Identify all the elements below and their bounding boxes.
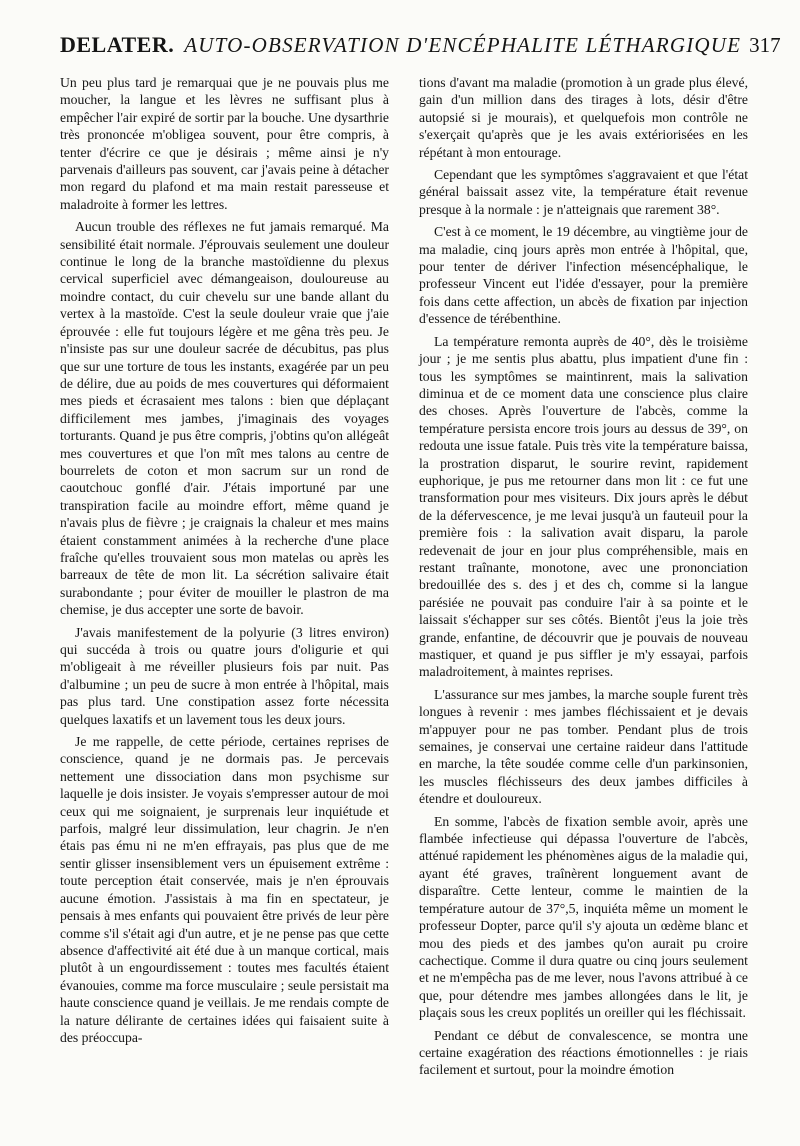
paragraph: La température remonta auprès de 40°, dès le troisième jour ; je me sentis plus abattu, plus impatient d'une fin : tous les symptômes se maintinrent, mais la salivation diminua et de ce moment data une conscience plus claire des choses. Après l'ouverture de l'abcès, comme la température persista encore trois jours au dessus de 39°, on redouta une issue fatale. Puis très vite la température baissa, la prostration disparut, le sourire revint, rapidement euphorique, je pus me retourner dans mon lit : ce fut une transformation pour mes visiteurs. Dix jours après le début de la défervescence, je me levai jusqu'à un fauteuil pour la première fois : la salivation avait disparu, la parole redevenait de jour en jour plus compréhensible, mais en restant traînante, monotone, avec une prononciation bredouillée des s. des j et des ch, comme si la langue parésiée ne pouvait pas conduire l'air à sa pointe et le laissait s'échapper sur ses côtés. Bientôt j'eus la joie très grande, enfantine, de découvrir que je pouvais de nouveau mastiquer, et quand je pus siffler je m'y essayai, parfois maladroitement, à maintes reprises.: [419, 333, 748, 680]
paragraph: Cependant que les symptômes s'aggravaient et que l'état général baissait assez vite, la température était revenue presque à la normale : je n'atteignais que rarement 38°.: [419, 167, 748, 217]
text-columns: [60, 74, 748, 1084]
right-column: [419, 74, 748, 1084]
paragraph: En somme, l'abcès de fixation semble avoir, après une flambée infectieuse qui dépassa l'ouverture de l'abcès, atténué rapidement les phénomènes aigus de la maladie qui, ayant été graves, traînèrent longuement avant de disparaître. Cette lenteur, comme le maintien de la température autour de 37°,5, inquiéta même un moment le professeur Dopter, parce qu'il s'y ajouta un œdème blanc et mou des pieds et des jambes qu'on aurait pu croire cachectique. Comme il dura quatre ou cinq jours seulement et ne m'empêcha pas de me lever, nous l'avons attribué à ce que, pour détendre mes jambes allongées dans le lit, je plaçais sous les creux poplités un oreiller qui les fléchissait.: [419, 813, 748, 1021]
paragraph: Pendant ce début de convalescence, se montra une certaine exagération des réactions émotionnelles : je riais facilement et surtout, pour la moindre émotion: [419, 1027, 748, 1078]
paragraph: C'est à ce moment, le 19 décembre, au vingtième jour de ma maladie, cinq jours après mon entrée à l'hôpital, que, pour tenter de dériver l'infection mésencéphalique, le professeur Vincent eut l'idée d'essayer, pour la première fois dans cette affection, un abcès de fixation par injection d'essence de térébenthine.: [419, 224, 748, 327]
header-author: DELATER.: [60, 32, 175, 57]
left-column: [60, 74, 389, 1084]
paragraph: Un peu plus tard je remarquai que je ne pouvais plus me moucher, la langue et les lèvres ne suffisant plus à empêcher l'air expiré de sortir par la bouche. Une dysarthrie très prononcée m'obligea souvent, pour être compris, à tenter d'écrire ce que je désirais ; même ainsi je n'y parvenais d'ailleurs pas souvent, car j'avais peine à détacher mon regard du plafond et ma main restait paresseuse et maladroite à former les lettres.: [60, 75, 389, 212]
header-title: AUTO-OBSERVATION D'ENCÉPHALITE LÉTHARGIQUE: [184, 33, 742, 57]
page-number: 317: [749, 33, 781, 57]
running-header: [60, 32, 781, 72]
paragraph: Je me rappelle, de cette période, certaines reprises de conscience, quand je ne dormais pas. Je percevais nettement une dissociation dans mon psychisme sur laquelle je dois insister. Je voyais s'empresser autour de moi ceux qui me soignaient, je surprenais leur inquiétude et parfois, malgré leur dissimulation, leur chagrin. Je n'en étais pas ému ni ne m'en effrayais, pas plus que de me sentir glisser insensiblement vers un épuisement extrême : toute perception était conservée, mais je n'en éprouvais aucune émotion. J'assistais à ma fin en spectateur, je pensais à mes enfants qui pouvaient être privés de leur père comme s'il s'était agi d'un autre, et je ne pense pas que cette absence d'affectivité ait été due à un manque cortical, mais plutôt à un engourdissement : toutes mes facultés étaient évanouies, comme ma force musculaire ; seule persistait ma haute conscience quand je veillais. Je me rendais compte de la nature délirante de certaines idées qui faisaient suite à des préoccupa-: [60, 734, 389, 1045]
paragraph: L'assurance sur mes jambes, la marche souple furent très longues à revenir : mes jambes fléchissaient et je devais m'appuyer pour ne pas tomber. Pendant plus de trois semaines, je conservai une certaine raideur dans l'attitude en marche, la tête soudée comme celle d'un parkinsonien, les muscles fléchisseurs des deux jambes difficiles à étendre et douloureux.: [419, 686, 748, 807]
paragraph: J'avais manifestement de la polyurie (3 litres environ) qui succéda à trois ou quatre jours d'oligurie et qui m'obligeait à me réveiller plusieurs fois par nuit. Pas d'albumine ; un peu de sucre à mon entrée à l'hôpital, mais pas plus tard. Une constipation assez forte nécessita quelques laxatifs et un lavement tous les deux jours.: [60, 624, 389, 727]
paragraph: Aucun trouble des réflexes ne fut jamais remarqué. Ma sensibilité était normale. J'éprouvais seulement une douleur continue le long de la branche mastoïdienne du plexus cervical superficiel avec démangeaison, douloureuse au moindre contact, du cuir chevelu sur une bande allant du vertex à la mastoïde. C'est la seule douleur vraie que j'aie éprouvée : elle fut toujours légère et me gêna très peu. Je n'insiste pas sur une douleur sacrée de décubitus, pas plus que sur une torture de tous les instants, exagérée par un peu de délire, due au poids de mes couvertures qui déformaient mes pieds et écrasaient mes talons : bien que déplaçant difficilement mes jambes, j'imaginais des voyages torturants. Quand je pus être compris, j'obtins qu'on allégeât mes couvertures et que l'on mît mes talons au centre de bourrelets de coton et mon sacrum sur un rond de caoutchouc gonflé d'air. J'étais importuné par une transpiration facile au moindre effort, même quand je n'avais plus de fièvre ; je craignais la chaleur et mes mains étaient constamment animées à la recherche d'une place fraîche qu'elles trouvaient sous mon matelas ou après les barreaux de tête de mon lit. La sécrétion salivaire était surabondante ; pour éviter de mouiller le plastron de ma chemise, je dus accepter une sorte de bavoir.: [60, 219, 389, 618]
paragraph: tions d'avant ma maladie (promotion à un grade plus élevé, gain d'un million dans des tirages à lots, désir d'être autopsié si je mourais), et quelquefois mon contrôle ne s'exerçait qu'après que je les avais extériorisées en les répétant à mon entourage.: [419, 75, 748, 160]
